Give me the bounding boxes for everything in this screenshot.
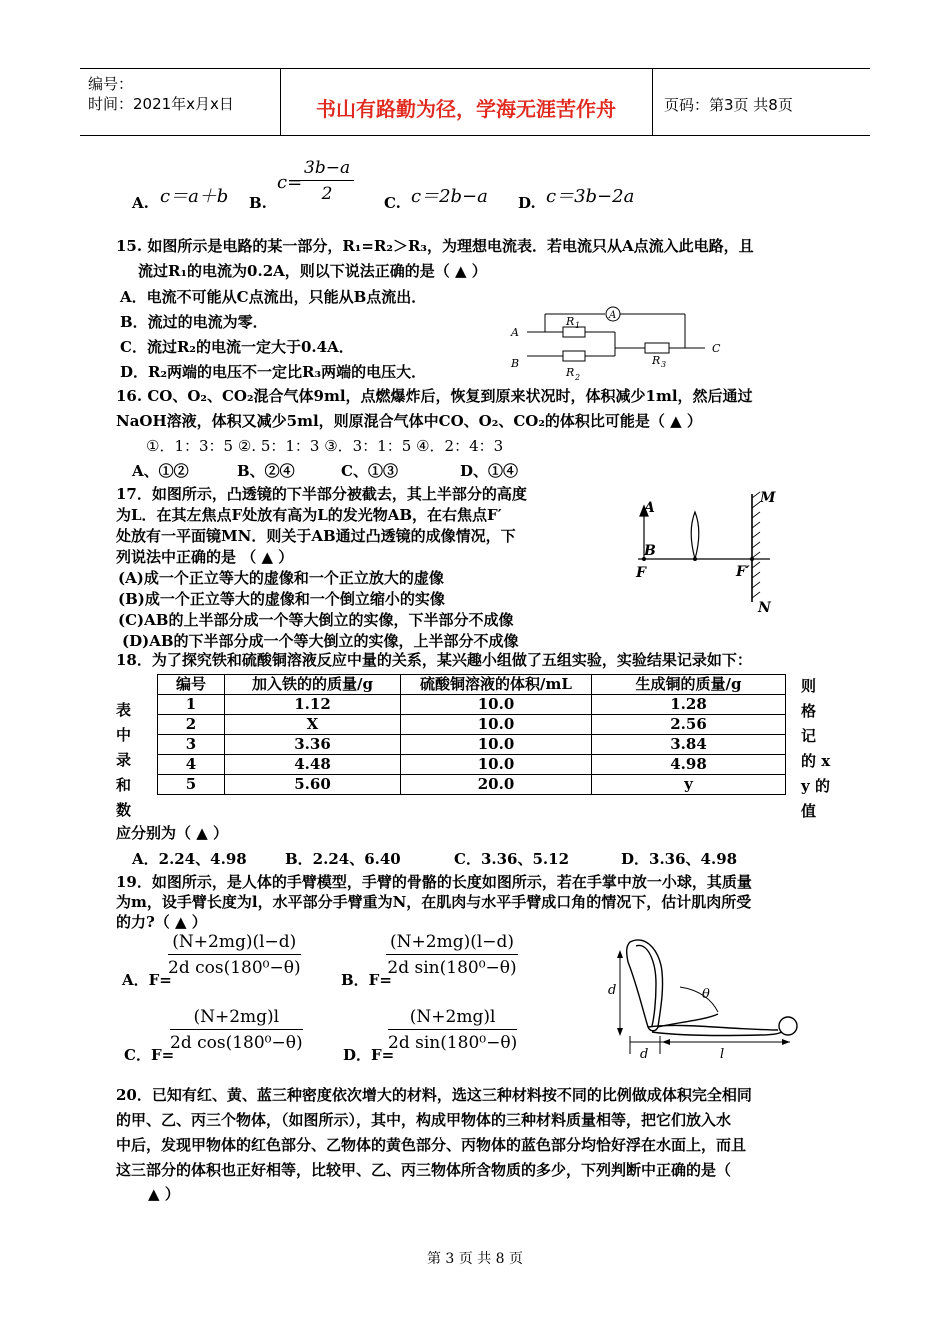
q14-b-prefix: c= [277, 172, 303, 193]
q19-c-label: C．F= [124, 1046, 175, 1064]
q18-right-char: 记 [801, 727, 817, 745]
q14-d-label: D. [518, 194, 536, 212]
r2-label: R [566, 366, 575, 379]
circuit-label-c: C [712, 342, 721, 355]
q19-b-den: 2d sin(180⁰−θ) [387, 958, 517, 978]
q14-c-label: C. [384, 194, 401, 212]
motto: 书山有路勤为径，学海无涯苦作舟 [316, 97, 616, 121]
q19-a-num: (N+2mg)(l−d) [168, 932, 301, 955]
table-row [158, 695, 786, 715]
q16-ratios: ①．1：3：5 ②. 5：1：3 ③．3：1：5 ④．2：4：3 [146, 437, 504, 455]
q18-stem: 18．为了探究铁和硫酸铜溶液反应中量的关系，某兴趣小组做了五组实验，实验结果记录如下： [116, 651, 752, 669]
figure-label-f-prime: F′ [736, 564, 750, 580]
table-header: 编号 [158, 675, 225, 695]
table-row [158, 715, 786, 735]
q20-stem-3: 中后，发现甲物体的红色部分、乙物体的黄色部分、丙物体的蓝色部分均恰好浮在水面上，而且 [116, 1136, 747, 1154]
page-header [80, 68, 870, 136]
q17-option-c: (C)AB的上半部分成一个等大倒立的实像，下半部分不成像 [118, 611, 514, 629]
table-row [158, 735, 786, 755]
q18-right-char: 值 [801, 802, 817, 820]
table-header: 硫酸铜溶液的体积/mL [401, 675, 592, 695]
q18-left-text [116, 698, 131, 823]
q18-left-char: 中 [116, 726, 132, 744]
table-cell: 3.36 [225, 735, 401, 755]
q14-a-expr: c＝a＋b [160, 186, 229, 207]
q18-left-char: 数 [116, 801, 132, 819]
table-cell: 3 [158, 735, 225, 755]
table-cell: 4.98 [592, 755, 786, 775]
arm-label-theta: θ [702, 987, 710, 1002]
header-motto-cell [280, 69, 653, 135]
q18-right-char: y 的 [801, 777, 830, 795]
circuit-label-b: B [511, 357, 520, 370]
q18-right-char: 的 x [801, 752, 831, 770]
arm-model-figure [600, 932, 810, 1072]
q19-d-fraction [388, 1007, 517, 1053]
q15-stem-1: 15. 如图所示是电路的某一部分，R₁=R₂＞R₃，为理想电流表．若电流只从A点流入此电路，且 [116, 237, 754, 255]
page-footer: 第 3 页 共 8 页 [426, 1251, 524, 1267]
circuit-diagram [505, 304, 735, 386]
table-row [158, 775, 786, 795]
q18-option-a: A．2.24、4.98 [132, 850, 247, 868]
arm-label-l: l [720, 1047, 725, 1062]
r3-label: R [652, 354, 661, 367]
q19-c-num: (N+2mg)l [170, 1007, 303, 1030]
date-label: 时间：2021年x月x日 [88, 95, 234, 113]
q18-left-char: 和 [116, 776, 132, 794]
q19-b-label: B．F= [341, 971, 392, 989]
table-cell: 2.56 [592, 715, 786, 735]
table-cell: 20.0 [401, 775, 592, 795]
q20-stem-5: ▲ ） [148, 1185, 180, 1203]
table-cell: 10.0 [401, 755, 592, 775]
table-cell: 5 [158, 775, 225, 795]
table-cell: 4 [158, 755, 225, 775]
q20-stem-1: 20．已知有红、黄、蓝三种密度依次增大的材料，选这三种材料按不同的比例做成体积完全相同 [116, 1086, 752, 1104]
q16-stem-2: NaOH溶液，体积又减少5ml，则原混合气体中CO、O₂、CO₂的体积比可能是（ ▲ ） [116, 412, 702, 430]
q19-d-num: (N+2mg)l [388, 1007, 517, 1030]
ammeter-label: A [609, 310, 617, 321]
q16-stem-1: 16. CO、O₂、CO₂混合气体9ml，点燃爆炸后，恢复到原来状况时，体积减少1ml，然后通过 [116, 387, 753, 405]
q14-b-label: B. [249, 194, 267, 212]
q14-b-num: 3b−a [300, 158, 354, 181]
table-header-row [158, 675, 786, 695]
table-header: 加入铁的的质量/g [225, 675, 401, 695]
q19-a-label: A．F= [122, 971, 172, 989]
q20-stem-4: 这三部分的体积也正好相等，比较甲、乙、丙三物体所含物质的多少，下列判断中正确的是（ [116, 1161, 732, 1179]
q17-stem-2: 为L．在其左焦点F处放有高为L的发光物AB，在右焦点F′ [116, 506, 502, 524]
q19-b-fraction [386, 932, 518, 978]
number-label: 编号： [88, 75, 134, 93]
q17-option-d: (D)AB的下半部分成一个等大倒立的实像，上半部分不成像 [122, 632, 519, 650]
header-meta [80, 69, 281, 135]
q14-a-label: A. [132, 194, 149, 212]
q18-right-text [801, 674, 830, 824]
q14-b-den: 2 [321, 184, 333, 204]
figure-label-m: M [760, 490, 776, 506]
table-cell: 1.28 [592, 695, 786, 715]
q17-stem-1: 17．如图所示，凸透镜的下半部分被截去，其上半部分的高度 [116, 485, 527, 503]
q18-option-b: B．2.24、6.40 [285, 850, 401, 868]
q19-stem-3: 的力?（ ▲ ） [116, 913, 207, 931]
r3-subscript: 3 [661, 360, 667, 369]
q19-stem-1: 19．如图所示，是人体的手臂模型，手臂的骨骼的长度如图所示，若在手掌中放一小球，其质量 [116, 873, 752, 891]
q19-d-label: D．F= [343, 1046, 395, 1064]
q18-data-table [157, 674, 786, 795]
page-info: 页码：第3页 共8页 [664, 96, 793, 114]
q19-a-fraction [168, 932, 301, 978]
lens-mirror-figure [600, 482, 800, 622]
table-cell: y [592, 775, 786, 795]
table-cell: 10.0 [401, 695, 592, 715]
header-page-cell [652, 69, 870, 135]
table-cell: 2 [158, 715, 225, 735]
table-cell: 5.60 [225, 775, 401, 795]
table-cell: X [225, 715, 401, 735]
q18-right-char: 则 [801, 677, 817, 695]
q18-left-char: 录 [116, 751, 132, 769]
q15-option-a: A．电流不可能从C点流出，只能从B点流出． [120, 288, 427, 306]
table-cell: 1.12 [225, 695, 401, 715]
table-cell: 10.0 [401, 735, 592, 755]
table-header: 生成铜的质量/g [592, 675, 786, 695]
q18-option-c: C．3.36、5.12 [454, 850, 570, 868]
q17-stem-3: 处放有一平面镜MN．则关于AB通过凸透镜的成像情况，下 [116, 527, 516, 545]
figure-label-f: F [636, 565, 646, 581]
r2-subscript: 2 [575, 373, 581, 382]
r1-subscript: 1 [575, 321, 581, 330]
q16-option-b: B、②④ [237, 462, 295, 480]
figure-label-a: A [644, 500, 655, 516]
q18-tail: 应分别为（ ▲ ） [116, 824, 228, 842]
q16-option-c: C、①③ [341, 462, 398, 480]
q17-option-a: (A)成一个正立等大的虚像和一个正立放大的虚像 [118, 569, 444, 587]
table-cell: 1 [158, 695, 225, 715]
q19-stem-2: 为m，设手臂长度为l，水平部分手臂重为N，在肌肉与水平手臂成口角的情况下，估计肌肉所受 [116, 893, 752, 911]
q16-option-d: D、①④ [460, 462, 519, 480]
q15-option-b: B．流过的电流为零． [120, 313, 268, 331]
q14-c-expr: c＝2b−a [411, 186, 488, 207]
q17-option-b: (B)成一个正立等大的虚像和一个倒立缩小的实像 [118, 590, 445, 608]
table-cell: 3.84 [592, 735, 786, 755]
circuit-label-a: A [511, 326, 519, 339]
q19-b-num: (N+2mg)(l−d) [386, 932, 518, 955]
table-cell: 10.0 [401, 715, 592, 735]
arm-label-d: d [608, 983, 617, 998]
q20-stem-2: 的甲、乙、丙三个物体，（如图所示），其中，构成甲物体的三种材料质量相等，把它们放入水 [116, 1111, 732, 1129]
q19-a-den: 2d cos(180⁰−θ) [168, 958, 301, 978]
q16-option-a: A、①② [132, 462, 189, 480]
q18-option-d: D．3.36、4.98 [621, 850, 738, 868]
figure-label-b: B [644, 543, 656, 559]
q15-option-c: C．流过R₂的电流一定大于0.4A． [120, 338, 354, 356]
q17-stem-4: 列说法中正确的是 （ ▲ ） [116, 548, 294, 566]
q14-d-expr: c＝3b−2a [546, 186, 635, 207]
arm-label-d-bottom: d [640, 1047, 649, 1062]
q19-c-fraction [170, 1007, 303, 1053]
q15-stem-2: 流过R₁的电流为0.2A，则以下说法正确的是（ ▲ ） [138, 262, 487, 280]
r1-label: R [566, 315, 575, 328]
q14-b-fraction [300, 158, 354, 204]
table-row [158, 755, 786, 775]
q18-right-char: 格 [801, 702, 817, 720]
q18-left-char: 表 [116, 701, 132, 719]
table-cell: 4.48 [225, 755, 401, 775]
figure-label-n: N [758, 600, 771, 616]
q19-c-den: 2d cos(180⁰−θ) [170, 1033, 303, 1053]
q15-option-d: D．R₂两端的电压不一定比R₃两端的电压大． [120, 363, 427, 381]
q19-d-den: 2d sin(180⁰−θ) [388, 1033, 518, 1053]
